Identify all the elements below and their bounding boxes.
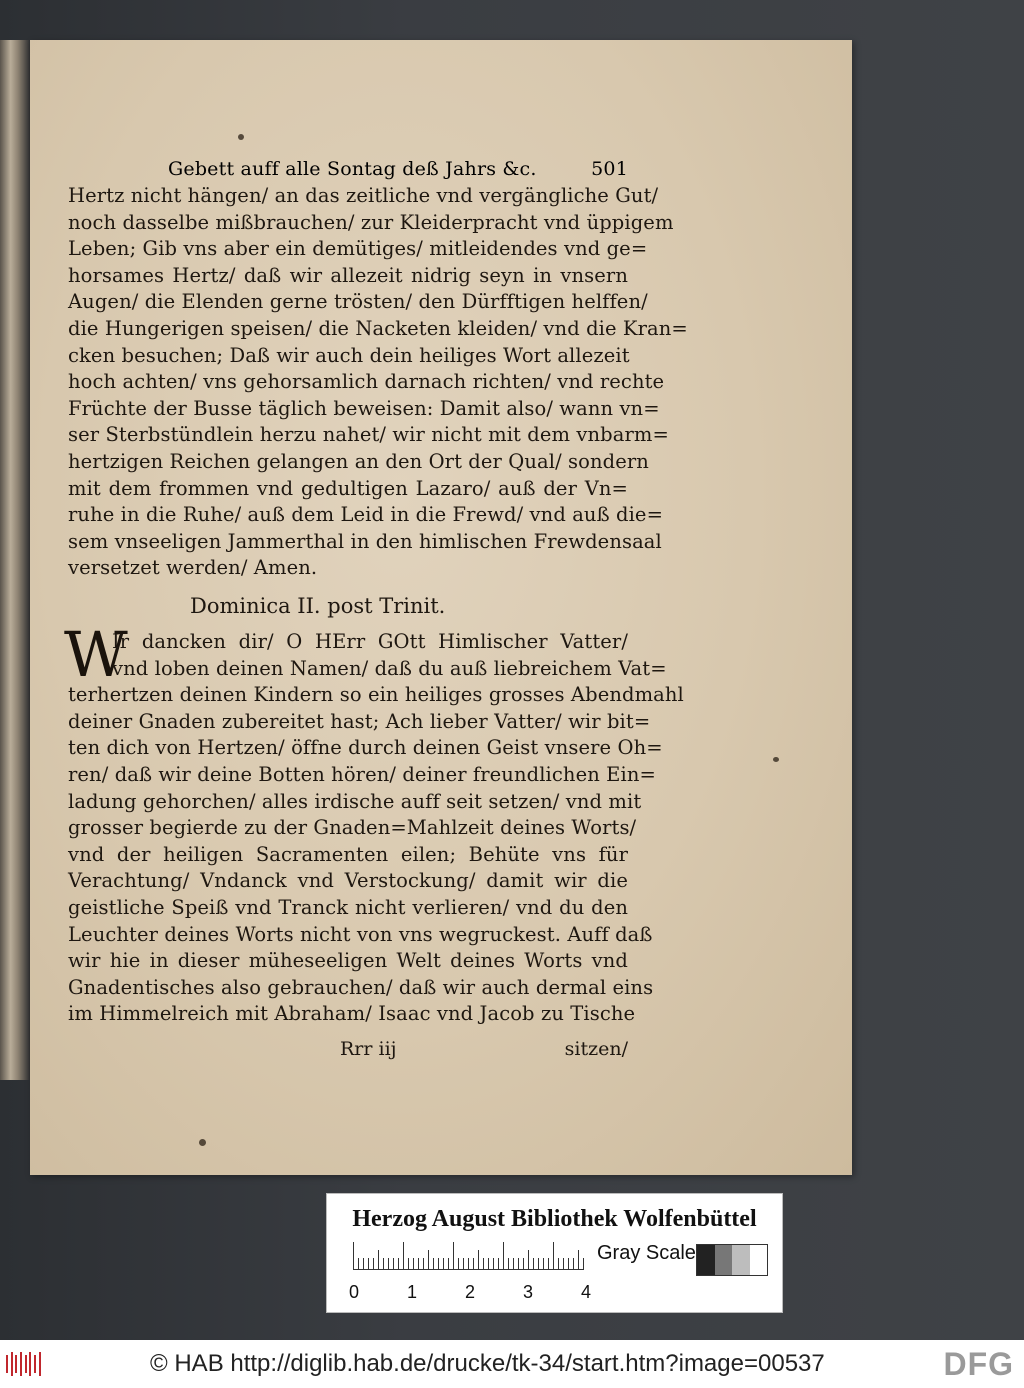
ruler-tick [418,1258,419,1270]
text-line: Gnadentisches also gebrauchen/ daß wir auch dermal eins [68,975,654,999]
signature-line [340,1038,628,1064]
text-line: hertzigen Reichen gelangen an den Ort der Qual/ sondern [68,450,649,473]
text-line: im Himmelreich mit Abraham/ Isaac vnd Jacob zu Tische [68,1002,636,1026]
ink-spot [238,134,244,140]
ruler-tick [558,1258,559,1270]
ruler-tick [513,1258,514,1270]
ruler-tick [378,1250,379,1270]
ruler-tick [508,1258,509,1270]
text-line: ladung gehorchen/ alles irdische auff seit setzen/ vnd mit [68,789,642,813]
logo-bar [39,1352,41,1376]
ruler-tick [368,1258,369,1270]
catchword: sitzen/ [564,1038,628,1060]
ink-spot [773,757,779,762]
running-head-title: Gebett auff alle Sontag deß Jahrs &c. [168,158,537,180]
ruler-tick [483,1258,484,1270]
text-line: Leben; Gib vns aber ein demütiges/ mitleidendes vnd ge= [68,237,648,261]
ruler-tick [503,1242,504,1270]
ruler-tick [413,1258,414,1270]
ruler-tick [548,1258,549,1270]
text-line: ruhe in die Ruhe/ auß dem Leid in die Frewd/ vnd auß die= [68,503,664,527]
text-line: sem vnseeligen Jammerthal in den himlischen Frewdensaal [68,529,662,553]
text-line: die Hungerigen speisen/ die Nacketen kleiden/ vnd die Kran= [68,317,688,340]
gray-patch [732,1245,750,1275]
ruler-labels [349,1282,599,1306]
ruler-tick [573,1258,574,1270]
gray-patch [750,1245,768,1275]
footer-bar [0,1340,1024,1388]
ruler-tick [563,1258,564,1270]
ruler-tick [448,1258,449,1270]
library-name: Herzog August Bibliothek Wolfenbüttel [352,1206,757,1232]
ruler-label: 4 [581,1282,592,1302]
ruler-tick [373,1258,374,1270]
text-line: ren/ daß wir deine Botten hören/ deiner freundlichen Ein= [68,763,656,786]
ruler-tick [523,1258,524,1270]
text-line: Augen/ die Elenden gerne trösten/ den Dürfftigen helffen/ [68,290,648,314]
ruler-tick [358,1258,359,1270]
ruler-tick [538,1258,539,1270]
text-line: deiner Gnaden zubereitet hast; Ach lieber Vatter/ wir bit= [68,709,651,733]
text-line: ten dich von Hertzen/ öffne durch deinen Geist vnsere Oh= [68,736,663,760]
ruler-tick [423,1258,424,1270]
text-line: vnd loben deinen Namen/ daß du auß liebreichem Vat= [112,656,667,680]
ruler-tick [383,1258,384,1270]
text-line: Verachtung/ Vndanck vnd Verstockung/ damit wir die [68,869,628,893]
ruler-tick [468,1258,469,1270]
ruler-tick [498,1258,499,1270]
text-line: ser Sterbstündlein herzu nahet/ wir nicht mit dem vnbarm= [68,423,669,447]
ruler-tick [438,1258,439,1270]
gray-scale-label: Gray Scale [597,1242,696,1264]
logo-bar [34,1355,36,1373]
hab-logo-icon [6,1352,44,1376]
gray-scale-patches [696,1244,768,1276]
ruler-tick [428,1250,429,1270]
text-line: noch dasselbe mißbrauchen/ zur Kleiderpracht vnd üppigem [68,210,674,234]
text-line: versetzet werden/ Amen. [68,556,318,580]
text-line: vnd der heiligen Sacramenten eilen; Behüte vns für [68,842,628,866]
dfg-logo: DFG [943,1346,1014,1382]
text-line: Leuchter deines Worts nicht von vns wegruckest. Auff daß [68,922,653,946]
logo-bar [6,1355,8,1373]
logo-bar [11,1352,13,1376]
ruler-tick [458,1258,459,1270]
text-line: grosser begierde zu der Gnaden=Mahlzeit deines Worts/ [68,816,637,840]
text-line: mit dem frommen vnd gedultigen Lazaro/ auß der Vn= [68,476,628,500]
ruler-tick [493,1258,494,1270]
ruler-tick [403,1242,404,1270]
ruler-tick [453,1242,454,1270]
folio-number: 501 [591,158,628,180]
text-line: wir hie in dieser müheseeligen Welt deines Worts vnd [68,949,628,973]
ruler-tick [388,1258,389,1270]
ruler-tick [463,1258,464,1270]
ruler-tick [488,1258,489,1270]
scale-ruler [353,1242,583,1270]
drop-cap-initial: W [64,618,128,691]
ruler-tick [578,1250,579,1270]
ruler-tick [553,1242,554,1270]
logo-bar [25,1355,27,1373]
text-line: Früchte der Busse täglich beweisen: Damit also/ wann vn= [68,396,660,420]
logo-bar [15,1355,17,1373]
ruler-label: 3 [523,1282,534,1302]
ruler-tick [528,1250,529,1270]
ruler-tick [433,1258,434,1270]
text-line: Hertz nicht hängen/ an das zeitliche vnd vergängliche Gut/ [68,184,659,207]
ruler-tick [398,1258,399,1270]
ink-spot [199,1139,206,1146]
ruler-label: 1 [407,1282,418,1302]
adjacent-page-edge [0,40,30,1080]
text-line: geistliche Speiß vnd Tranck nicht verlieren/ vnd du den [68,896,628,919]
logo-bar [20,1352,22,1376]
ruler-tick [353,1242,354,1270]
ruler-tick [583,1258,584,1270]
ruler-tick [443,1258,444,1270]
gray-patch [715,1245,733,1275]
text-line: hoch achten/ vns gehorsamlich darnach richten/ vnd rechte [68,370,665,394]
ruler-tick [478,1250,479,1270]
ruler-tick [568,1258,569,1270]
ruler-tick [393,1258,394,1270]
section-heading: Dominica II. post Trinit. [190,594,446,618]
ruler-tick [363,1258,364,1270]
ruler-tick [408,1258,409,1270]
ruler-label: 2 [465,1282,476,1302]
text-line: cken besuchen; Daß wir auch dein heiliges Wort allezeit [68,343,630,367]
ruler-label: 0 [349,1282,360,1302]
gray-patch [697,1245,715,1275]
color-target-card [326,1193,783,1313]
signature-mark: Rrr iij [340,1038,397,1060]
text-line: terhertzen deinen Kindern so ein heiliges grosses Abendmahl [68,683,684,707]
ruler-tick [543,1258,544,1270]
ruler-tick [473,1258,474,1270]
logo-bar [29,1352,31,1376]
ruler-tick [533,1258,534,1270]
text-line: Ir dancken dir/ O HErr GOtt Himlischer Vatter/ [112,630,628,653]
ruler-tick [518,1258,519,1270]
text-line: horsames Hertz/ daß wir allezeit nidrig seyn in vnsern [68,263,628,287]
footer-credit-link[interactable]: © HAB http://diglib.hab.de/drucke/tk-34/start.htm?image=00537 [150,1350,825,1377]
